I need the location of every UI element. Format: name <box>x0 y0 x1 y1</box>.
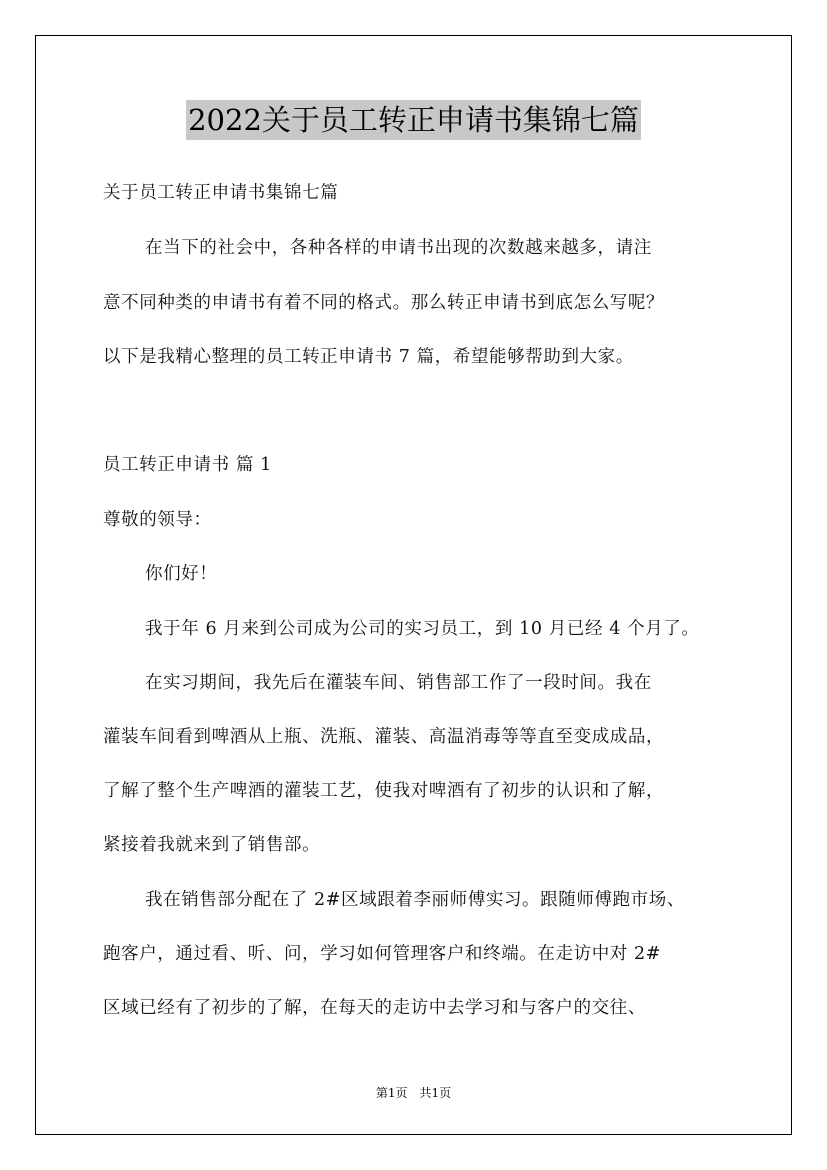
paragraph-line: 灌装车间看到啤酒从上瓶、洗瓶、灌装、高温消毒等等直至变成成品， <box>103 727 665 747</box>
greeting: 你们好！ <box>145 564 218 584</box>
paragraph-line: 紧接着我就来到了销售部。 <box>103 835 321 855</box>
section-heading: 员工转正申请书 篇 1 <box>103 455 272 475</box>
page-footer: 第1页 共1页 <box>375 1086 452 1100</box>
paragraph-line: 以下是我精心整理的员工转正申请书 7 篇，希望能够帮助到大家。 <box>103 347 634 367</box>
paragraph-line: 意不同种类的申请书有着不同的格式。那么转正申请书到底怎么写呢？ <box>103 293 665 313</box>
subtitle-line: 关于员工转正申请书集锦七篇 <box>103 183 339 203</box>
document-title: 2022关于员工转正申请书集锦七篇 <box>186 100 641 140</box>
salutation: 尊敬的领导： <box>103 510 212 530</box>
paragraph-line: 我于年 6 月来到公司成为公司的实习员工，到 10 月已经 4 个月了。 <box>145 619 700 639</box>
paragraph-line: 了解了整个生产啤酒的灌装工艺，使我对啤酒有了初步的认识和了解， <box>103 781 665 801</box>
paragraph-line: 区域已经有了初步的了解，在每天的走访中去学习和与客户的交往、 <box>103 998 646 1018</box>
paragraph-line: 跑客户，通过看、听、问，学习如何管理客户和终端。在走访中对 2# <box>103 944 662 964</box>
paragraph-line: 在实习期间，我先后在灌装车间、销售部工作了一段时间。我在 <box>145 673 652 693</box>
paragraph-line: 我在销售部分配在了 2#区域跟着李丽师傅实习。跟随师傅跑市场、 <box>145 890 685 910</box>
paragraph-line: 在当下的社会中，各种各样的申请书出现的次数越来越多，请注 <box>145 238 652 258</box>
title-container <box>0 100 827 140</box>
